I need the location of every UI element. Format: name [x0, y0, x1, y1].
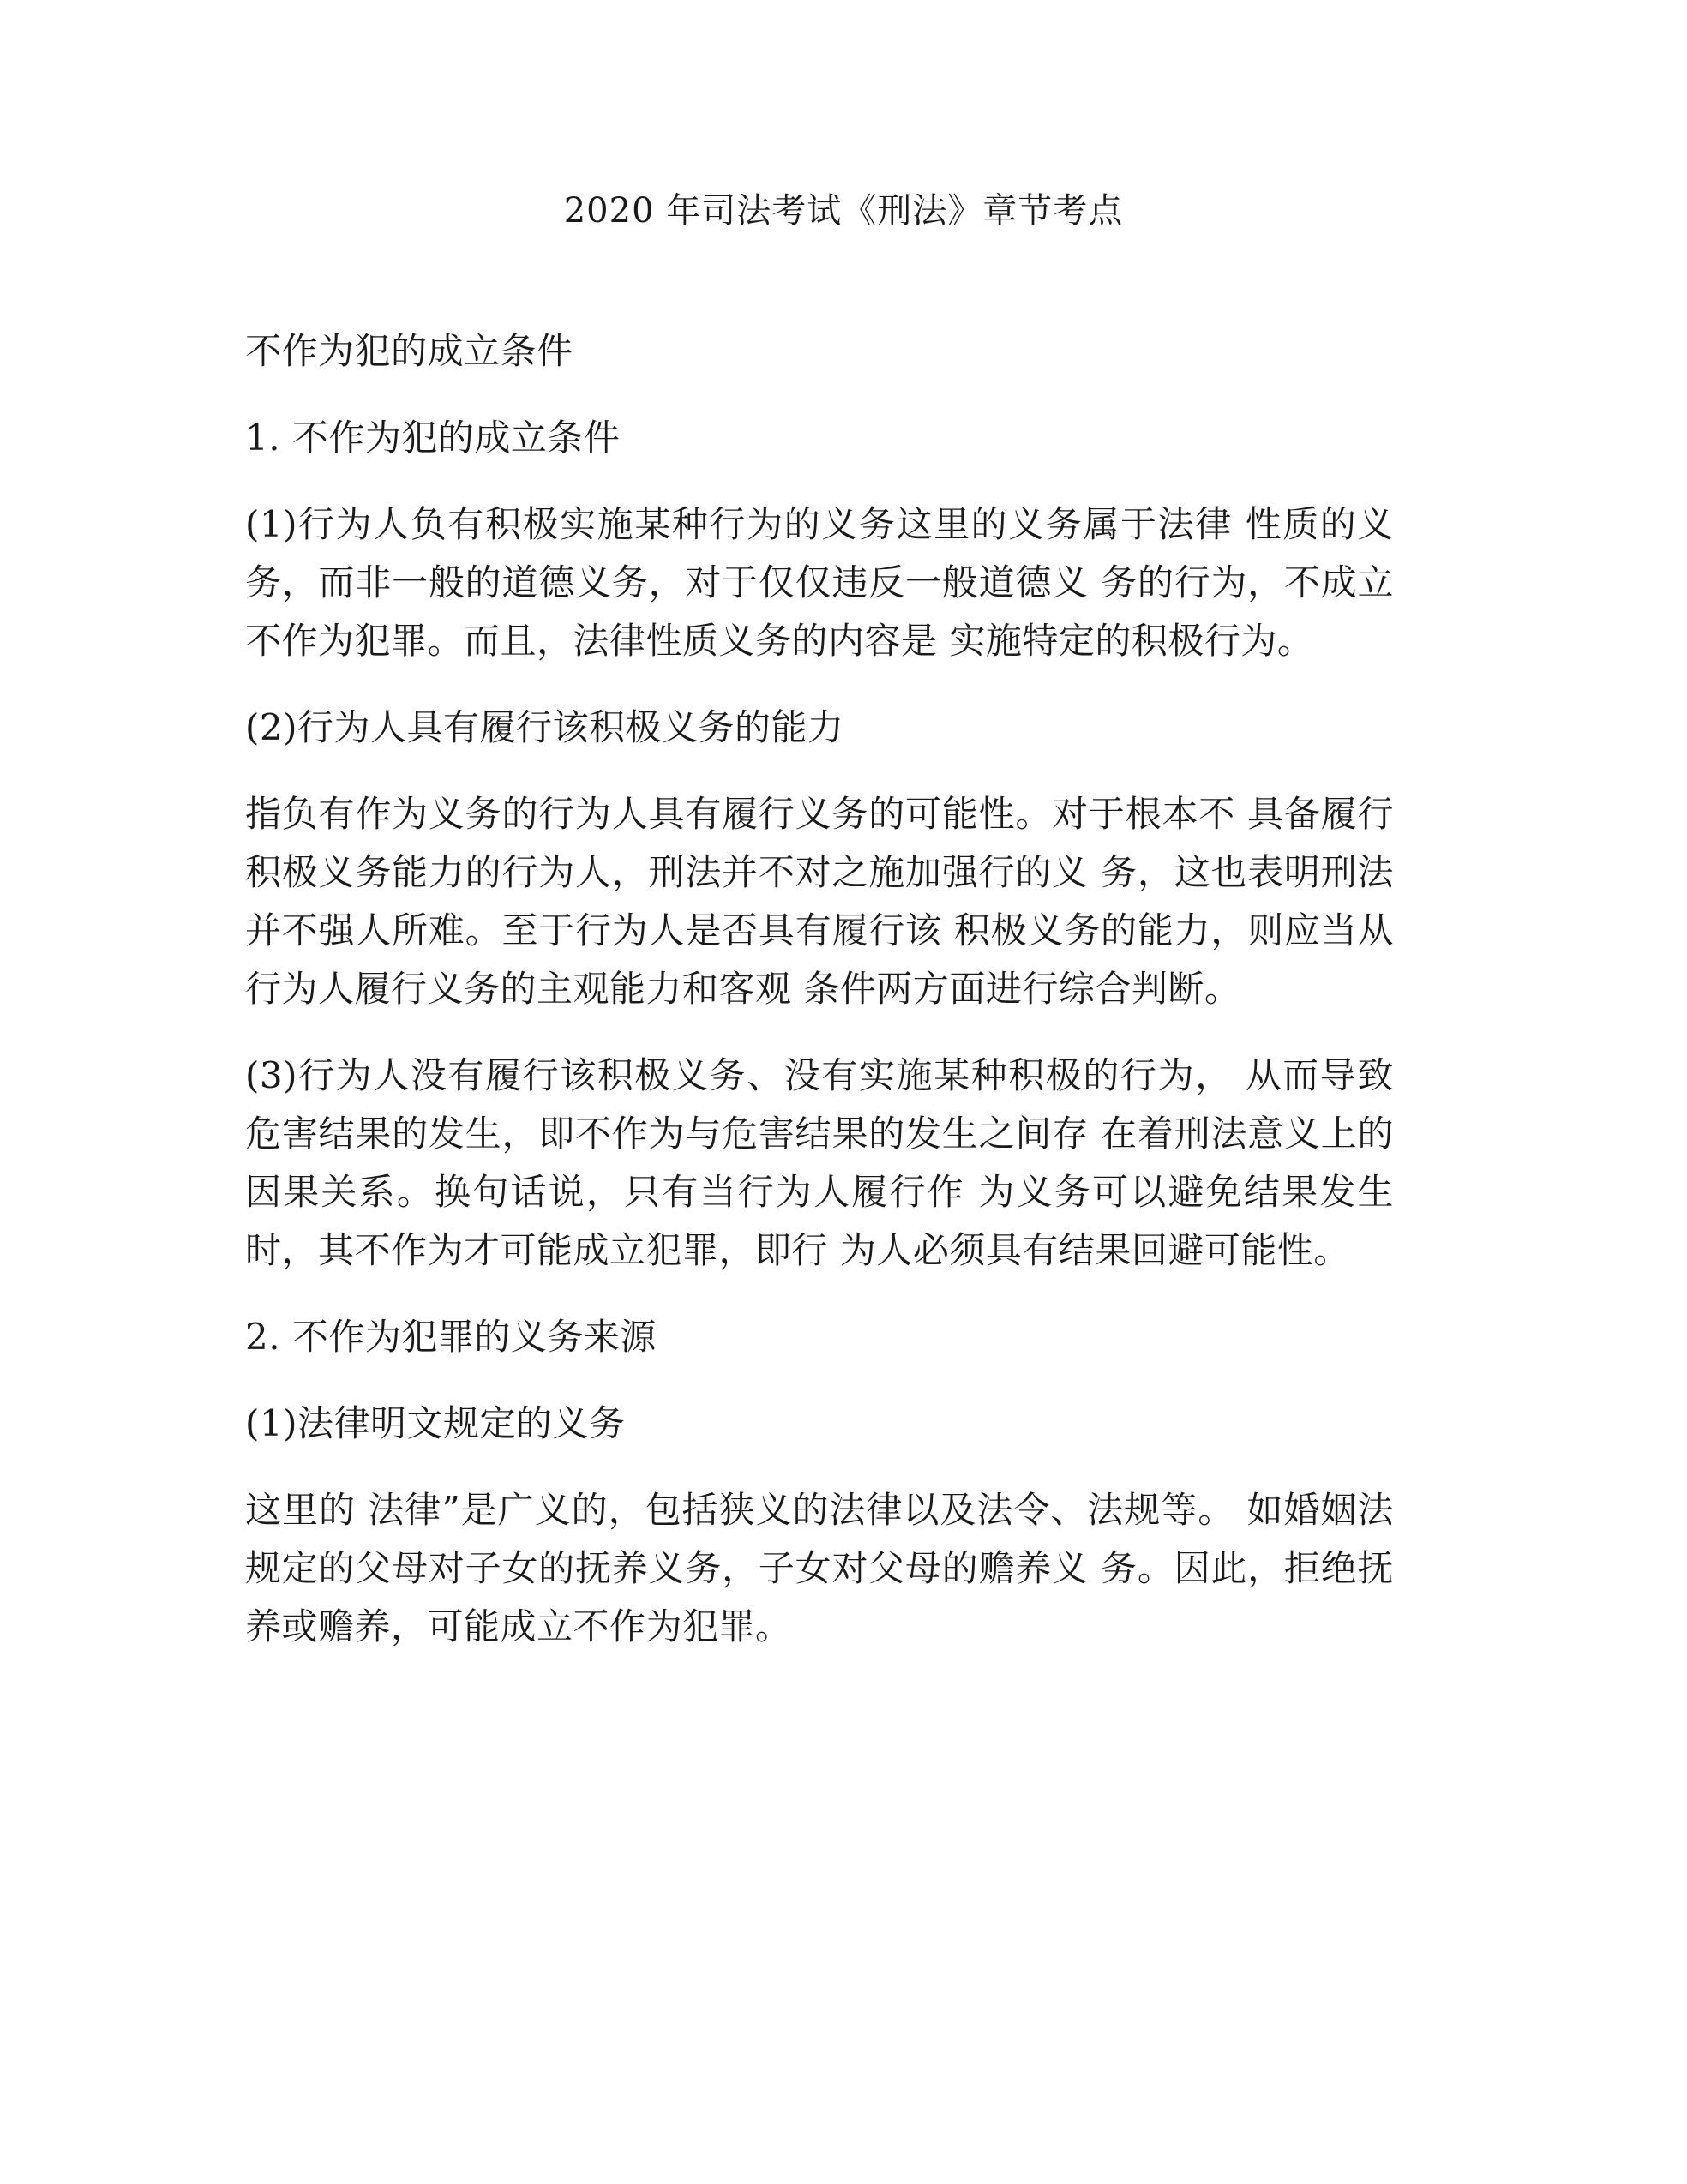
document-title: 2020 年司法考试《刑法》章节考点 — [563, 191, 1124, 231]
document-body — [245, 322, 1394, 1684]
paragraph-condition-2-body: 指负有作为义务的行为人具有履行义务的可能性。对于根本不 具备履行积极义务能力的行为人，刑法并不对之施加强行的义 务，这也表明刑法并不强人所难。至于行为人是否具有履行该 积极义务的能力，则应当从行为人履行义务的主观能力和客观 条件两方面进行综合判断。 — [245, 793, 1394, 1010]
subsection-heading-1: 1. 不作为犯的成立条件 — [245, 417, 621, 459]
paragraph-duty-source-1-body: 这里的 法律”是广义的，包括狭义的法律以及法令、法规等。 如婚姻法规定的父母对子女的抚养义务，子女对父母的赡养义 务。因此，拒绝抚养或赡养，可能成立不作为犯罪。 — [245, 1489, 1394, 1647]
section-heading: 不作为犯的成立条件 — [245, 330, 573, 372]
paragraph-condition-2-heading: (2)行为人具有履行该积极义务的能力 — [245, 706, 844, 748]
subsection-heading-2: 2. 不作为犯罪的义务来源 — [245, 1316, 657, 1358]
paragraph-condition-1: (1)行为人负有积极实施某种行为的义务这里的义务属于法律 性质的义务，而非一般的道德义务，对于仅仅违反一般道德义 务的行为，不成立不作为犯罪。而且，法律性质义务的内容是 实施特定的积极行为。 — [245, 503, 1394, 662]
paragraph-duty-source-1-heading: (1)法律明文规定的义务 — [245, 1402, 626, 1444]
paragraph-condition-3: (3)行为人没有履行该积极义务、没有实施某种积极的行为， 从而导致危害结果的发生，即不作为与危害结果的发生之间存 在着刑法意义上的因果关系。换句话说，只有当行为人履行作 为义务可以避免结果发生时，其不作为才可能成立犯罪，即行 为人必须具有结果回避可能性。 — [245, 1054, 1394, 1271]
